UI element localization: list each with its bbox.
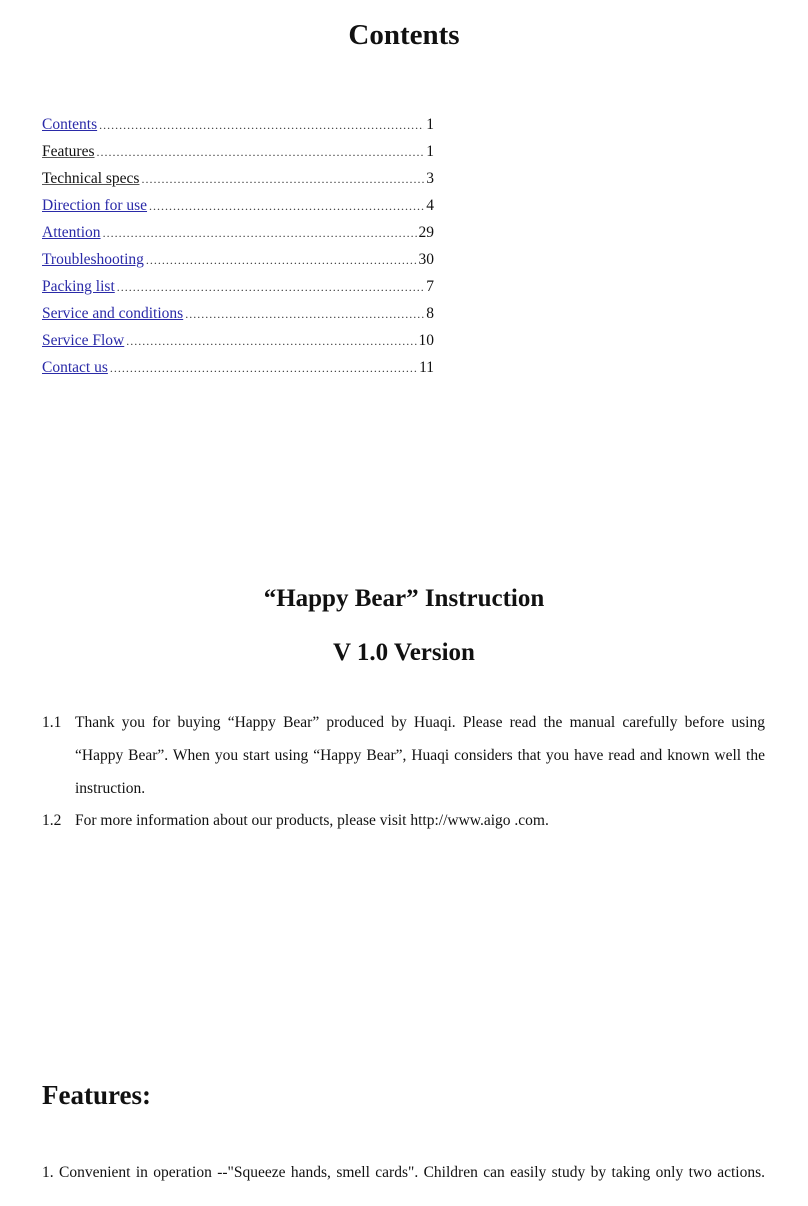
toc-dot-leader <box>141 166 424 193</box>
toc-dot-leader <box>146 247 417 274</box>
toc-entry-label[interactable]: Service Flow <box>42 332 125 349</box>
toc-entry-page: 3 <box>426 170 434 187</box>
toc-dot-leader <box>97 139 425 166</box>
paragraph-1-1 <box>42 706 765 805</box>
instruction-title: “Happy Bear” Instruction <box>263 585 545 612</box>
toc-dot-leader <box>110 355 417 382</box>
paragraph-text: Thank you for buying “Happy Bear” produced by Huaqi. Please read the manual carefully before using “Happy Bear”. When you start using “Happy Bear”, Huaqi considers that you have read and known well the instruction. <box>75 714 765 797</box>
toc-entry-label[interactable]: Direction for use <box>42 197 148 214</box>
toc-entry-packing-list[interactable] <box>42 273 434 300</box>
toc-entry-contact-us[interactable] <box>42 354 434 381</box>
toc-entry-page: 4 <box>426 197 434 214</box>
toc-entry-label[interactable]: Features <box>42 143 95 160</box>
toc-entry-page: 10 <box>418 332 434 349</box>
features-heading: Features: <box>42 1080 151 1110</box>
toc-entry-troubleshooting[interactable] <box>42 246 434 273</box>
toc-entry-contents[interactable] <box>42 111 434 138</box>
toc-entry-page: 7 <box>426 278 434 295</box>
toc-entry-service-and-conditions[interactable] <box>42 300 434 327</box>
toc-entry-page: 29 <box>418 224 434 241</box>
table-of-contents <box>42 111 434 381</box>
contents-title: Contents <box>348 19 460 51</box>
toc-entry-service-flow[interactable] <box>42 327 434 354</box>
toc-dot-leader <box>126 328 416 355</box>
toc-entry-direction-for-use[interactable] <box>42 192 434 219</box>
toc-entry-page: 1 <box>426 116 434 133</box>
toc-entry-label[interactable]: Contents <box>42 116 98 133</box>
toc-dot-leader <box>103 220 417 247</box>
toc-entry-label[interactable]: Service and conditions <box>42 305 184 322</box>
toc-dot-leader <box>149 193 424 220</box>
toc-entry-label[interactable]: Troubleshooting <box>42 251 144 268</box>
toc-entry-page: 8 <box>426 305 434 322</box>
feature-item: 1. Convenient in operation --"Squeeze hands, smell cards". Children can easily study by taking only two actions. <box>42 1164 765 1181</box>
toc-dot-leader <box>99 112 424 139</box>
toc-entry-page: 30 <box>418 251 434 268</box>
paragraph-number: 1.1 <box>42 714 62 731</box>
toc-dot-leader <box>117 274 424 301</box>
toc-entry-label[interactable]: Attention <box>42 224 101 241</box>
toc-entry-label[interactable]: Packing list <box>42 278 115 295</box>
toc-entry-label[interactable]: Contact us <box>42 359 108 376</box>
paragraph-number: 1.2 <box>42 812 62 829</box>
toc-entry-features[interactable] <box>42 138 434 165</box>
toc-entry-page: 11 <box>419 359 434 376</box>
toc-entry-page: 1 <box>426 143 434 160</box>
toc-entry-attention[interactable] <box>42 219 434 246</box>
paragraph-1-2 <box>42 804 765 837</box>
version-title: V 1.0 Version <box>333 639 475 666</box>
toc-entry-label[interactable]: Technical specs <box>42 170 140 187</box>
toc-entry-technical-specs[interactable] <box>42 165 434 192</box>
paragraph-text: For more information about our products, please visit http://www.aigo .com. <box>75 812 549 829</box>
toc-dot-leader <box>185 301 424 328</box>
